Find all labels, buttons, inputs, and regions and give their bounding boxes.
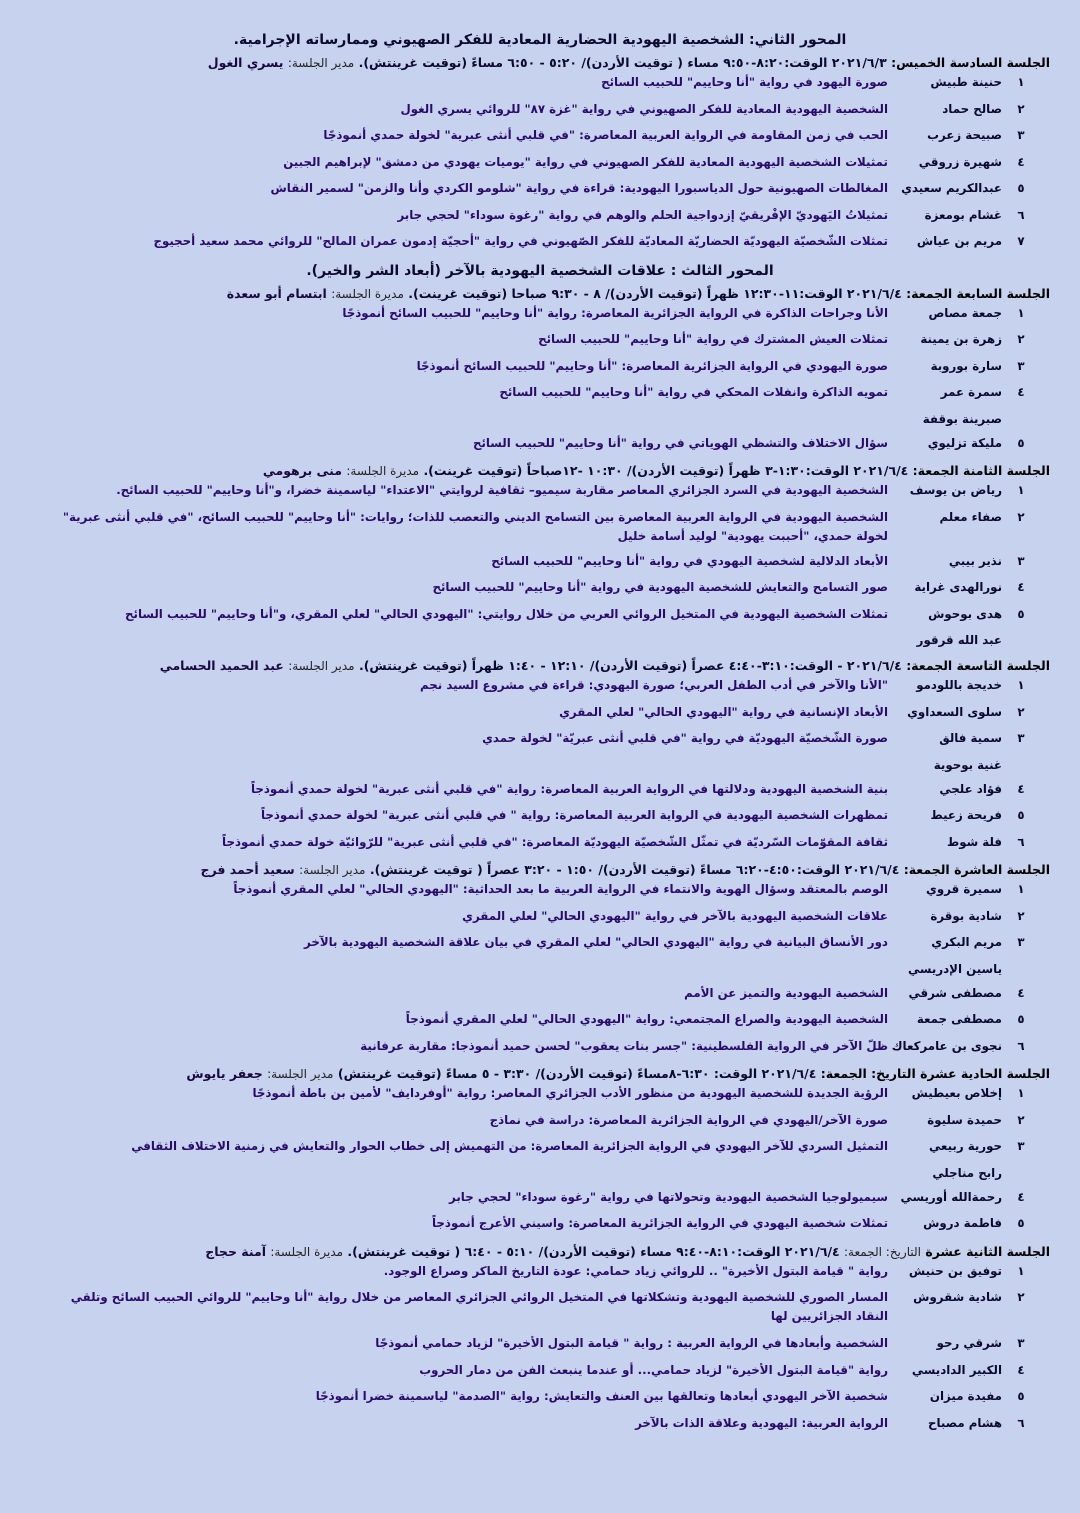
item-title: تمويه الذاكرة وانفلات المحكي في رواية "أنا وحاييم" للحبيب السائح: [499, 385, 888, 399]
session-chair: ابتسام أبو سعدة: [226, 285, 327, 301]
item-author: عبد الله قرقور: [916, 633, 1002, 647]
list-item: [30, 1262, 1050, 1289]
item-author: فؤاد علجي: [939, 781, 1002, 796]
item-title: "الأنا والآخر في أدب الطفل العربي؛ صورة اليهودي: قراءة في مشروع السيد نجم: [420, 678, 888, 692]
item-author: إخلاص بعيطيش: [911, 1086, 1002, 1100]
list-item: [30, 1084, 1050, 1111]
item-author: صفاء معلم: [939, 509, 1002, 524]
list-item: [30, 232, 1050, 259]
item-title: سؤال الاختلاف والتشظي الهوياتي في رواية "أنا وحاييم" للحبيب السائح: [472, 435, 888, 450]
item-title: تمظهرات الشخصية اليهودية في الرواية العربية المعاصرة: رواية " في قلبي أنثى عبرية" لخولة حمدي أنموذجاً: [260, 808, 888, 822]
session-time: ٢٠٢١/٦/٤ الوقت:٨:١٠-٩:٤٠ مساء (توقيت الأردن)/ ٥:١٠ - ٦:٤٠ ( توقيت غرينتش).: [347, 1243, 840, 1259]
list-item: [30, 1361, 1050, 1388]
item-author: سمية فالق: [939, 731, 1002, 745]
item-title: المسار الصوري للشخصية اليهودية وتشكلاتها في المتخيل الروائي الجزائري المعاصر من خلال رواية "أنا وحاييم" للروائي الحبيب السائح وتلقي النقاد الجزائريين لها: [70, 1290, 888, 1323]
list-item: [30, 984, 1050, 1011]
session-6-list: [30, 73, 1050, 259]
list-item: [30, 126, 1050, 153]
item-title: الشخصية اليهودية في السرد الجزائري المعاصر مقاربة سيميو– ثقافية لروايتي "الاعتداء" لياسمينة خضرا، و"أنا وحاييم" للحبيب السائح.: [116, 483, 888, 497]
item-author: صبرينة بوقفة: [922, 411, 1002, 426]
list-item: [30, 703, 1050, 730]
list-item: [30, 907, 1050, 934]
item-author: سارة بوروبة: [930, 358, 1002, 373]
item-number: ١: [1017, 305, 1025, 320]
session-11-header: [30, 1063, 1050, 1084]
extra-author-line: [30, 631, 1050, 655]
item-author: الكبير الداديسي: [911, 1362, 1002, 1377]
item-author: حورية ربيعي: [928, 1139, 1002, 1153]
extra-author-line: [30, 410, 1050, 434]
list-item: [30, 73, 1050, 100]
list-item: [30, 434, 1050, 461]
item-title: صورة الآخر/اليهودي في الرواية الجزائرية المعاصرة: دراسة في نماذج: [489, 1112, 888, 1127]
item-author: فلة شوط: [946, 834, 1002, 849]
extra-author-line: [30, 756, 1050, 780]
session-name: الجلسة التاسعة الجمعة:: [906, 658, 1050, 673]
list-item: [30, 605, 1050, 632]
session-8-header: [30, 460, 1050, 481]
session-time: ٢٠٢١/٦/٤ الوقت:١١-١٢:٣٠ ظهراً (توقيت الأردن)/ ٨ - ٩:٣٠ صباحا (توقيت غرينت).: [408, 285, 902, 301]
item-author: توفيق بن حنيش: [908, 1263, 1002, 1278]
item-number: ١: [1017, 882, 1025, 896]
item-number: ٤: [1017, 1189, 1025, 1204]
list-item: [30, 100, 1050, 127]
session-10-list: [30, 880, 1050, 1063]
item-title: الأبعاد الإنسانية في رواية "اليهودي الحالي" لعلي المقري: [559, 704, 888, 719]
item-author: ياسين الإدريسي: [907, 961, 1002, 976]
item-title: تمثلات العيش المشترك في رواية "أنا وحاييم" للحبيب السائح: [538, 332, 888, 346]
item-author: نجوى بن عامركعاك: [891, 1038, 1002, 1053]
item-title: ظلّ الآخر في الرواية الفلسطينية: "جسر بنات يعقوب" لحسن حميد أنموذجا: مقاربة عرفانية: [360, 1038, 888, 1053]
list-item: [30, 676, 1050, 703]
item-author: هشام مصباح: [927, 1415, 1002, 1430]
item-author: صالح حماد: [942, 101, 1002, 116]
session-time: ٢٠٢١/٦/٤ الوقت:٤:٥٠-٦:٢٠ مساءً (توقيت الأردن)/ ١:٥٠ - ٣:٢٠ عصراً ( توقيت غرينتش).: [369, 862, 900, 877]
item-number: ٤: [1017, 985, 1025, 1000]
session-8-list: [30, 481, 1050, 655]
session-time: ٢٠٢١/٦/٤ الوقت: ٦:٣٠-٨مساءً (توقيت الأردن)/ ٣:٣٠ - ٥ مساءً (توقيت غرينتش): [337, 1066, 817, 1081]
list-item: [30, 1111, 1050, 1138]
item-title: علاقات الشخصية اليهودية بالآخر في رواية "اليهودي الحالي" لعلي المقري: [462, 908, 888, 923]
item-author: سلوى السعداوي: [907, 704, 1002, 719]
session-12-header: [30, 1241, 1050, 1262]
session-9-header: [30, 655, 1050, 676]
axis-two-title: المحور الثاني: الشخصية اليهودية الحضارية المعادية للفكر الصهيوني وممارساته الإجرامية.: [233, 32, 847, 48]
list-item: [30, 1414, 1050, 1441]
session-chair: سعيد أحمد فرج: [200, 862, 295, 877]
session-chair: آمنة حجاج: [205, 1243, 267, 1259]
item-number: ٢: [1017, 332, 1025, 346]
item-title: الوصم بالمعتقد وسؤال الهوية والانتماء في الرواية العربية ما بعد الحداثية: "اليهودي الحالي" لعلي المقري أنموذجاً: [233, 882, 888, 896]
item-title: صورة اليهود في رواية "أنا وحاييم" للحبيب السائح: [601, 75, 888, 89]
item-author: غشام بومعزة: [924, 207, 1002, 222]
item-title: الشخصية اليهودية والتميز عن الأمم: [684, 985, 888, 1000]
extra-author-line: [30, 960, 1050, 984]
item-number: ٤: [1017, 154, 1025, 169]
item-number: ٥: [1017, 1389, 1025, 1403]
item-author: غنية بوحوية: [933, 757, 1002, 772]
item-author: رابح مناجلي: [932, 1165, 1002, 1180]
item-number: ٤: [1017, 580, 1025, 594]
session-chair: منى برهومي: [262, 463, 343, 478]
session-12-list: [30, 1262, 1050, 1441]
session-time: ٢٠٢١/٦/٤ الوقت:١:٣٠-٣ ظهراً (توقيت الأردن)/ ١٠:٣٠ -١٢صباحاً (توقيت غرينت).: [423, 463, 909, 478]
list-item: [30, 729, 1050, 756]
item-author: عبدالكريم سعيدي: [901, 181, 1002, 195]
item-number: ٢: [1017, 101, 1025, 116]
item-number: ١: [1017, 75, 1025, 89]
item-title: الرواية العربية: اليهودية وعلاقة الذات بالآخر: [635, 1415, 888, 1430]
chair-label: مديرة الجلسة:: [346, 464, 420, 478]
list-item: [30, 1387, 1050, 1414]
item-author: مريم بن عياش: [916, 234, 1002, 248]
item-title: الأنا وجراحات الذاكرة في الرواية الجزائرية المعاصرة: رواية "أنا وحاييم" للحبيب السائح أنموذجًا: [342, 305, 888, 320]
session-10-header: [30, 859, 1050, 880]
session-name: الجلسة الحادية عشرة التاريخ: الجمعة:: [820, 1066, 1050, 1081]
item-title: ثقافة المقوّمات السّرديّة في تمثّل الشّخصيّة اليهوديّة المعاصرة: "في قلبي أنثى عبرية" للرّوائيّة خولة حمدي أنموذجاً: [222, 834, 888, 849]
item-number: ٤: [1017, 1362, 1025, 1377]
extra-author-line: [30, 1164, 1050, 1188]
item-title: الشخصية اليهودية والصراع المجتمعي: رواية "اليهودي الحالي" لعلي المقري أنموذجاً: [405, 1012, 888, 1026]
item-title: بنية الشخصية اليهودية ودلالتها في الرواية العربية المعاصرة: رواية "في قلبي أنثى عبرية" لخولة حمدي أنموذجاً: [250, 781, 888, 796]
list-item: [30, 1188, 1050, 1215]
item-number: ٧: [1017, 234, 1025, 248]
item-number: ٥: [1017, 606, 1025, 621]
item-number: ٣: [1017, 1139, 1025, 1153]
item-author: فاطمة دروش: [923, 1216, 1002, 1230]
item-title: رواية " قيامة البتول الأخيرة" .. للروائي زياد حمامي: عودة التاريخ الماكر وصراع الوجود.: [383, 1263, 888, 1278]
item-author: صبيحة زعرب: [927, 128, 1002, 142]
list-item: [30, 481, 1050, 508]
axis-three-title: المحور الثالث : علاقات الشخصية اليهودية بالآخر (أبعاد الشر والخير).: [306, 262, 774, 279]
item-author: حنينة طبيش: [930, 75, 1002, 89]
list-item: [30, 780, 1050, 807]
item-author: نورالهدى غراية: [914, 580, 1002, 594]
session-chair: يسري الغول: [207, 55, 284, 70]
session-prefix: التاريخ: الجمعة:: [844, 1244, 921, 1259]
item-author: رياض بن يوسف: [909, 483, 1002, 497]
item-author: نذير بيبي: [948, 553, 1002, 568]
list-item: [30, 578, 1050, 605]
item-number: ٢: [1017, 1112, 1025, 1127]
session-chair: عبد الحميد الحسامي: [159, 658, 284, 673]
item-number: ٦: [1017, 834, 1025, 849]
item-title: تمثلات الشّخصيّة اليهوديّة الحضاريّة المعاديّة للفكر الصّهيوني في رواية "أحجيّة إدمون عمران المالح" للروائي محمد سعيد أحجيوج: [153, 234, 888, 248]
list-item: [30, 383, 1050, 410]
item-number: ٥: [1017, 435, 1025, 450]
session-7-header: [30, 283, 1050, 304]
item-author: شادية شقروش: [913, 1290, 1002, 1304]
session-9-list: [30, 676, 1050, 859]
item-author: سميرة قروي: [926, 882, 1002, 896]
list-item: [30, 508, 1050, 552]
item-title: الشخصية وأبعادها في الرواية العربية : رواية " قيامة البتول الأخيرة" لزياد حمامي أنموذجًا: [375, 1336, 888, 1350]
item-number: ١: [1017, 1263, 1025, 1278]
session-name: الجلسة السابعة الجمعة:: [906, 285, 1050, 301]
session-11-list: [30, 1084, 1050, 1241]
item-number: ٣: [1017, 553, 1025, 568]
item-number: ٢: [1017, 509, 1025, 524]
list-item: [30, 1288, 1050, 1334]
item-author: زهرة بن يمينة: [920, 332, 1002, 346]
session-name: الجلسة السادسة الخميس:: [891, 55, 1050, 70]
item-number: ٦: [1017, 207, 1025, 222]
item-author: هدى بوحوش: [928, 606, 1002, 621]
item-number: ٥: [1017, 181, 1025, 195]
item-title: الشخصية اليهودية في الرواية العربية المعاصرة بين التسامح الديني والتعصب للذات؛ روايات: "أنا وحاييم" للحبيب السائح، "في قلبي أنثى عبرية" لخولة حمدي، "أحببت يهودية" لوليد أسامة خليل: [62, 509, 888, 543]
item-author: مصطفى جمعة: [916, 1012, 1002, 1026]
item-author: مليكة تزليوي: [927, 435, 1002, 450]
item-number: ٢: [1017, 704, 1025, 719]
item-title: الأبعاد الدلالية لشخصية اليهودي في رواية "أنا وحاييم" للحبيب السائح: [491, 553, 888, 568]
session-time: ٢٠٢١/٦/٤ - الوقت:٣:١٠-٤:٤٠ عصراً (توقيت الأردن)/ ١٢:١٠ - ١:٤٠ ظهراً (توقيت غرينتش).: [358, 658, 902, 673]
list-item: [30, 833, 1050, 860]
list-item: [30, 330, 1050, 357]
item-title: تمثيلاتُ اليَهوديّ الإفْريقيّ إزدواجية الحلم والوهم في رواية "رغوة سوداء" لحجي جابر: [397, 207, 888, 222]
list-item: [30, 1137, 1050, 1164]
item-title: تمثلات الشخصية اليهودية في المتخيل الروائي العربي من خلال روايتي: "اليهودي الحالي" لعلي المقري، و"أنا وحاييم" للحبيب السائح: [125, 606, 888, 621]
item-author: حميدة سليوة: [927, 1112, 1002, 1127]
item-title: سيميولوجيا الشخصية اليهودية وتحولاتها في رواية "رغوة سوداء" لحجي جابر: [449, 1189, 888, 1204]
item-author: شهيرة زروقي: [918, 154, 1002, 169]
chair-label: مديرة الجلسة:: [331, 286, 404, 301]
list-item: [30, 1214, 1050, 1241]
item-author: شرقي رحو: [936, 1336, 1002, 1350]
item-number: ٣: [1017, 731, 1025, 745]
list-item: [30, 1037, 1050, 1064]
list-item: [30, 1010, 1050, 1037]
item-author: مريم البكري: [931, 935, 1002, 949]
item-title: صورة اليهودي في الرواية الجزائرية المعاصرة: "أنا وحاييم" للحبيب السائح أنموذجًا: [416, 358, 888, 373]
item-title: صور التسامح والتعايش للشخصية اليهودية في رواية "أنا وحاييم" للحبيب السائح: [432, 580, 888, 594]
session-6-header: [30, 52, 1050, 73]
item-number: ٤: [1017, 385, 1025, 399]
item-number: ١: [1017, 1086, 1025, 1100]
item-title: التمثيل السردي للآخر اليهودي في الرواية الجزائرية المعاصرة: من التهميش إلى خطاب الحوار والتعايش في زمنية الاختلاف الثقافي: [131, 1139, 888, 1153]
chair-label: مدير الجلسة:: [267, 1067, 334, 1081]
item-number: ٢: [1017, 1290, 1025, 1304]
item-author: مصطفى شرقي: [908, 985, 1002, 1000]
item-number: ٣: [1017, 935, 1025, 949]
chair-label: مديرة الجلسة:: [270, 1244, 344, 1259]
list-item: [30, 552, 1050, 579]
item-number: ٤: [1017, 781, 1025, 796]
item-title: الشخصية اليهودية المعادية للفكر الصهيوني في رواية "غزة ٨٧" للروائي يسري الغول: [400, 101, 888, 116]
session-name: الجلسة الثانية عشرة: [925, 1243, 1050, 1259]
session-7-list: [30, 304, 1050, 461]
list-item: [30, 933, 1050, 960]
session-time: ٢٠٢١/٦/٣ الوقت:٨:٢٠-٩:٥٠ مساء ( توقيت الأردن)/ ٥:٢٠ - ٦:٥٠ مساءً (توقيت غرينتش).: [358, 55, 887, 70]
list-item: [30, 153, 1050, 180]
item-number: ٣: [1017, 1336, 1025, 1350]
item-author: شادية بوقرة: [930, 908, 1002, 923]
item-number: ٦: [1017, 1038, 1025, 1053]
item-number: ٢: [1017, 908, 1025, 923]
list-item: [30, 179, 1050, 206]
item-author: جمعة مصاص: [928, 305, 1002, 320]
item-number: ٥: [1017, 808, 1025, 822]
item-number: ١: [1017, 483, 1025, 497]
item-author: سمرة عمر: [940, 385, 1002, 399]
list-item: [30, 357, 1050, 384]
item-title: الحب في زمن المقاومة في الرواية العربية المعاصرة: "في قلبي أنثى عبرية" لخولة حمدي أنموذجًا: [323, 128, 888, 142]
item-title: دور الأنساق البيانية في رواية "اليهودي الحالي" لعلي المقري في بيان علاقة الشخصية اليهودية بالآخر: [304, 935, 888, 949]
item-title: تمثيلات الشخصية اليهودية المعادية للفكر الصهيوني في رواية "يوميات يهودي من دمشق" لإبراهيم الجبين: [283, 154, 888, 169]
session-chair: جعفر يايوش: [186, 1066, 263, 1081]
item-author: رحمةالله أوريسي: [900, 1189, 1002, 1204]
item-number: ٥: [1017, 1216, 1025, 1230]
item-number: ٥: [1017, 1012, 1025, 1026]
item-author: مفيدة ميزان: [929, 1389, 1002, 1403]
session-day: الجمعة:: [912, 463, 959, 478]
item-number: ١: [1017, 678, 1025, 692]
chair-label: مدير الجلسة:: [299, 863, 366, 877]
item-title: تمثلات شخصية اليهودي في الرواية الجزائرية المعاصرة: واسيني الأعرج أنموذجاً: [431, 1216, 888, 1230]
item-author: خديجة باللودمو: [916, 678, 1002, 692]
item-number: ٣: [1017, 358, 1025, 373]
item-title: صورة الشّخصيّة اليهوديّة في رواية "في قلبي أنثى عبريّة" لخولة حمدي: [482, 731, 888, 745]
item-title: رواية "قيامة البتول الأخيرة" لزياد حمامي... أو عندما ينبعث الفن من دمار الحروب: [419, 1362, 888, 1377]
list-item: [30, 206, 1050, 233]
item-author: فريحة زعيط: [930, 808, 1002, 822]
list-item: [30, 1334, 1050, 1361]
list-item: [30, 304, 1050, 331]
item-title: المغالطات الصهيونية حول الدياسبورا اليهودية: قراءة في رواية "شلومو الكردي وأنا والزمن" لسمير النقاش: [270, 181, 888, 195]
session-name: الجلسة الثامنة: [963, 463, 1050, 478]
item-title: شخصية الآخر اليهودي أبعادها وتعالقها بين العنف والتعايش: رواية "الصدمة" لياسمينة خضرا أنموذجًا: [315, 1389, 888, 1403]
chair-label: مدير الجلسة:: [288, 659, 355, 673]
item-number: ٦: [1017, 1415, 1025, 1430]
item-number: ٣: [1017, 128, 1025, 142]
chair-label: مدير الجلسة:: [287, 56, 355, 70]
list-item: [30, 806, 1050, 833]
item-title: الرؤية الجديدة للشخصية اليهودية من منظور الأدب الجزائري المعاصر: رواية "أوفردايف" لأمين بن باطة أنموذجًا: [252, 1086, 888, 1100]
list-item: [30, 880, 1050, 907]
session-name: الجلسة العاشرة الجمعة:: [903, 862, 1050, 877]
